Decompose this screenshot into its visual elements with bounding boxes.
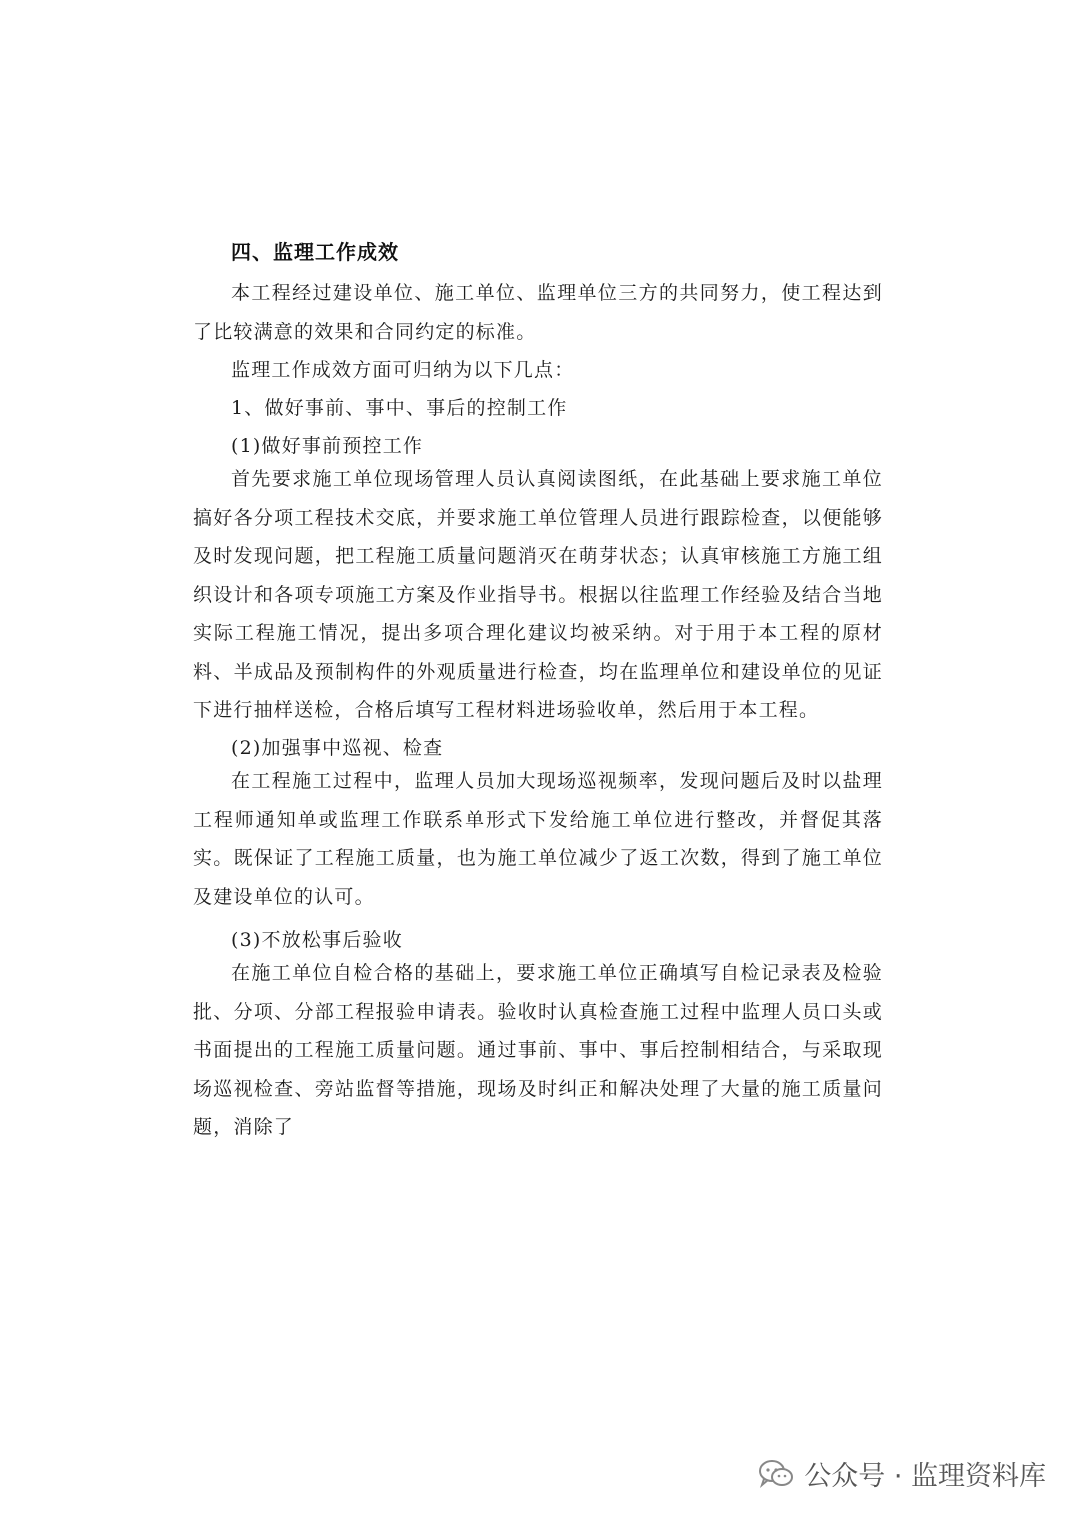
- paragraph-5: 在施工单位自检合格的基础上，要求施工单位正确填写自检记录表及检验批、分项、分部工程报验申请表。验收时认真检查施工过程中监理人员口头或书面提出的工程施工质量问题。通过事前、事中、事后控制相结合，与采取现场巡视检查、旁站监督等措施，现场及时纠正和解决处理了大量的施工质量问题，消除了: [193, 962, 883, 1138]
- paragraph-2: 监理工作成效方面可归纳为以下几点：: [231, 359, 575, 381]
- paragraph-1: 本工程经过建设单位、施工单位、监理单位三方的共同努力，使工程达到了比较满意的效果和合同约定的标准。: [193, 282, 883, 343]
- section-heading: 四、监理工作成效: [231, 240, 399, 264]
- paragraph-3-block: [193, 460, 883, 730]
- paragraph-1-block: [193, 274, 883, 351]
- subheading-2: (2)加强事中巡视、检查: [231, 737, 444, 759]
- paragraph-3: 首先要求施工单位现场管理人员认真阅读图纸，在此基础上要求施工单位搞好各分项工程技术交底，并要求施工单位管理人员进行跟踪检查，以便能够及时发现问题，把工程施工质量问题消灭在萌芽状态；认真审核施工方施工组织设计和各项专项施工方案及作业指导书。根据以往监理工作经验及结合当地实际工程施工情况，提出多项合理化建议均被采纳。对于用于本工程的原材料、半成品及预制构件的外观质量进行检查，均在监理单位和建设单位的见证下进行抽样送检，合格后填写工程材料进场验收单，然后用于本工程。: [193, 468, 883, 721]
- watermark-text: 公众号 · 监理资料库: [804, 1461, 1046, 1492]
- paragraph-4: 在工程施工过程中，监理人员加大现场巡视频率，发现问题后及时以盐理工程师通知单或监理工作联系单形式下发给施工单位进行整改，并督促其落实。既保证了工程施工质量，也为施工单位减少了返工次数，得到了施工单位及建设单位的认可。: [193, 770, 883, 908]
- list-item-1: 1、做好事前、事中、事后的控制工作: [231, 397, 568, 419]
- paragraph-5-block: [193, 954, 883, 1147]
- subheading-1: (1)做好事前预控工作: [231, 435, 424, 457]
- watermark: [758, 1454, 1046, 1493]
- paragraph-4-block: [193, 762, 883, 916]
- subheading-3: (3)不放松事后验收: [231, 929, 403, 951]
- wechat-icon: [758, 1459, 794, 1489]
